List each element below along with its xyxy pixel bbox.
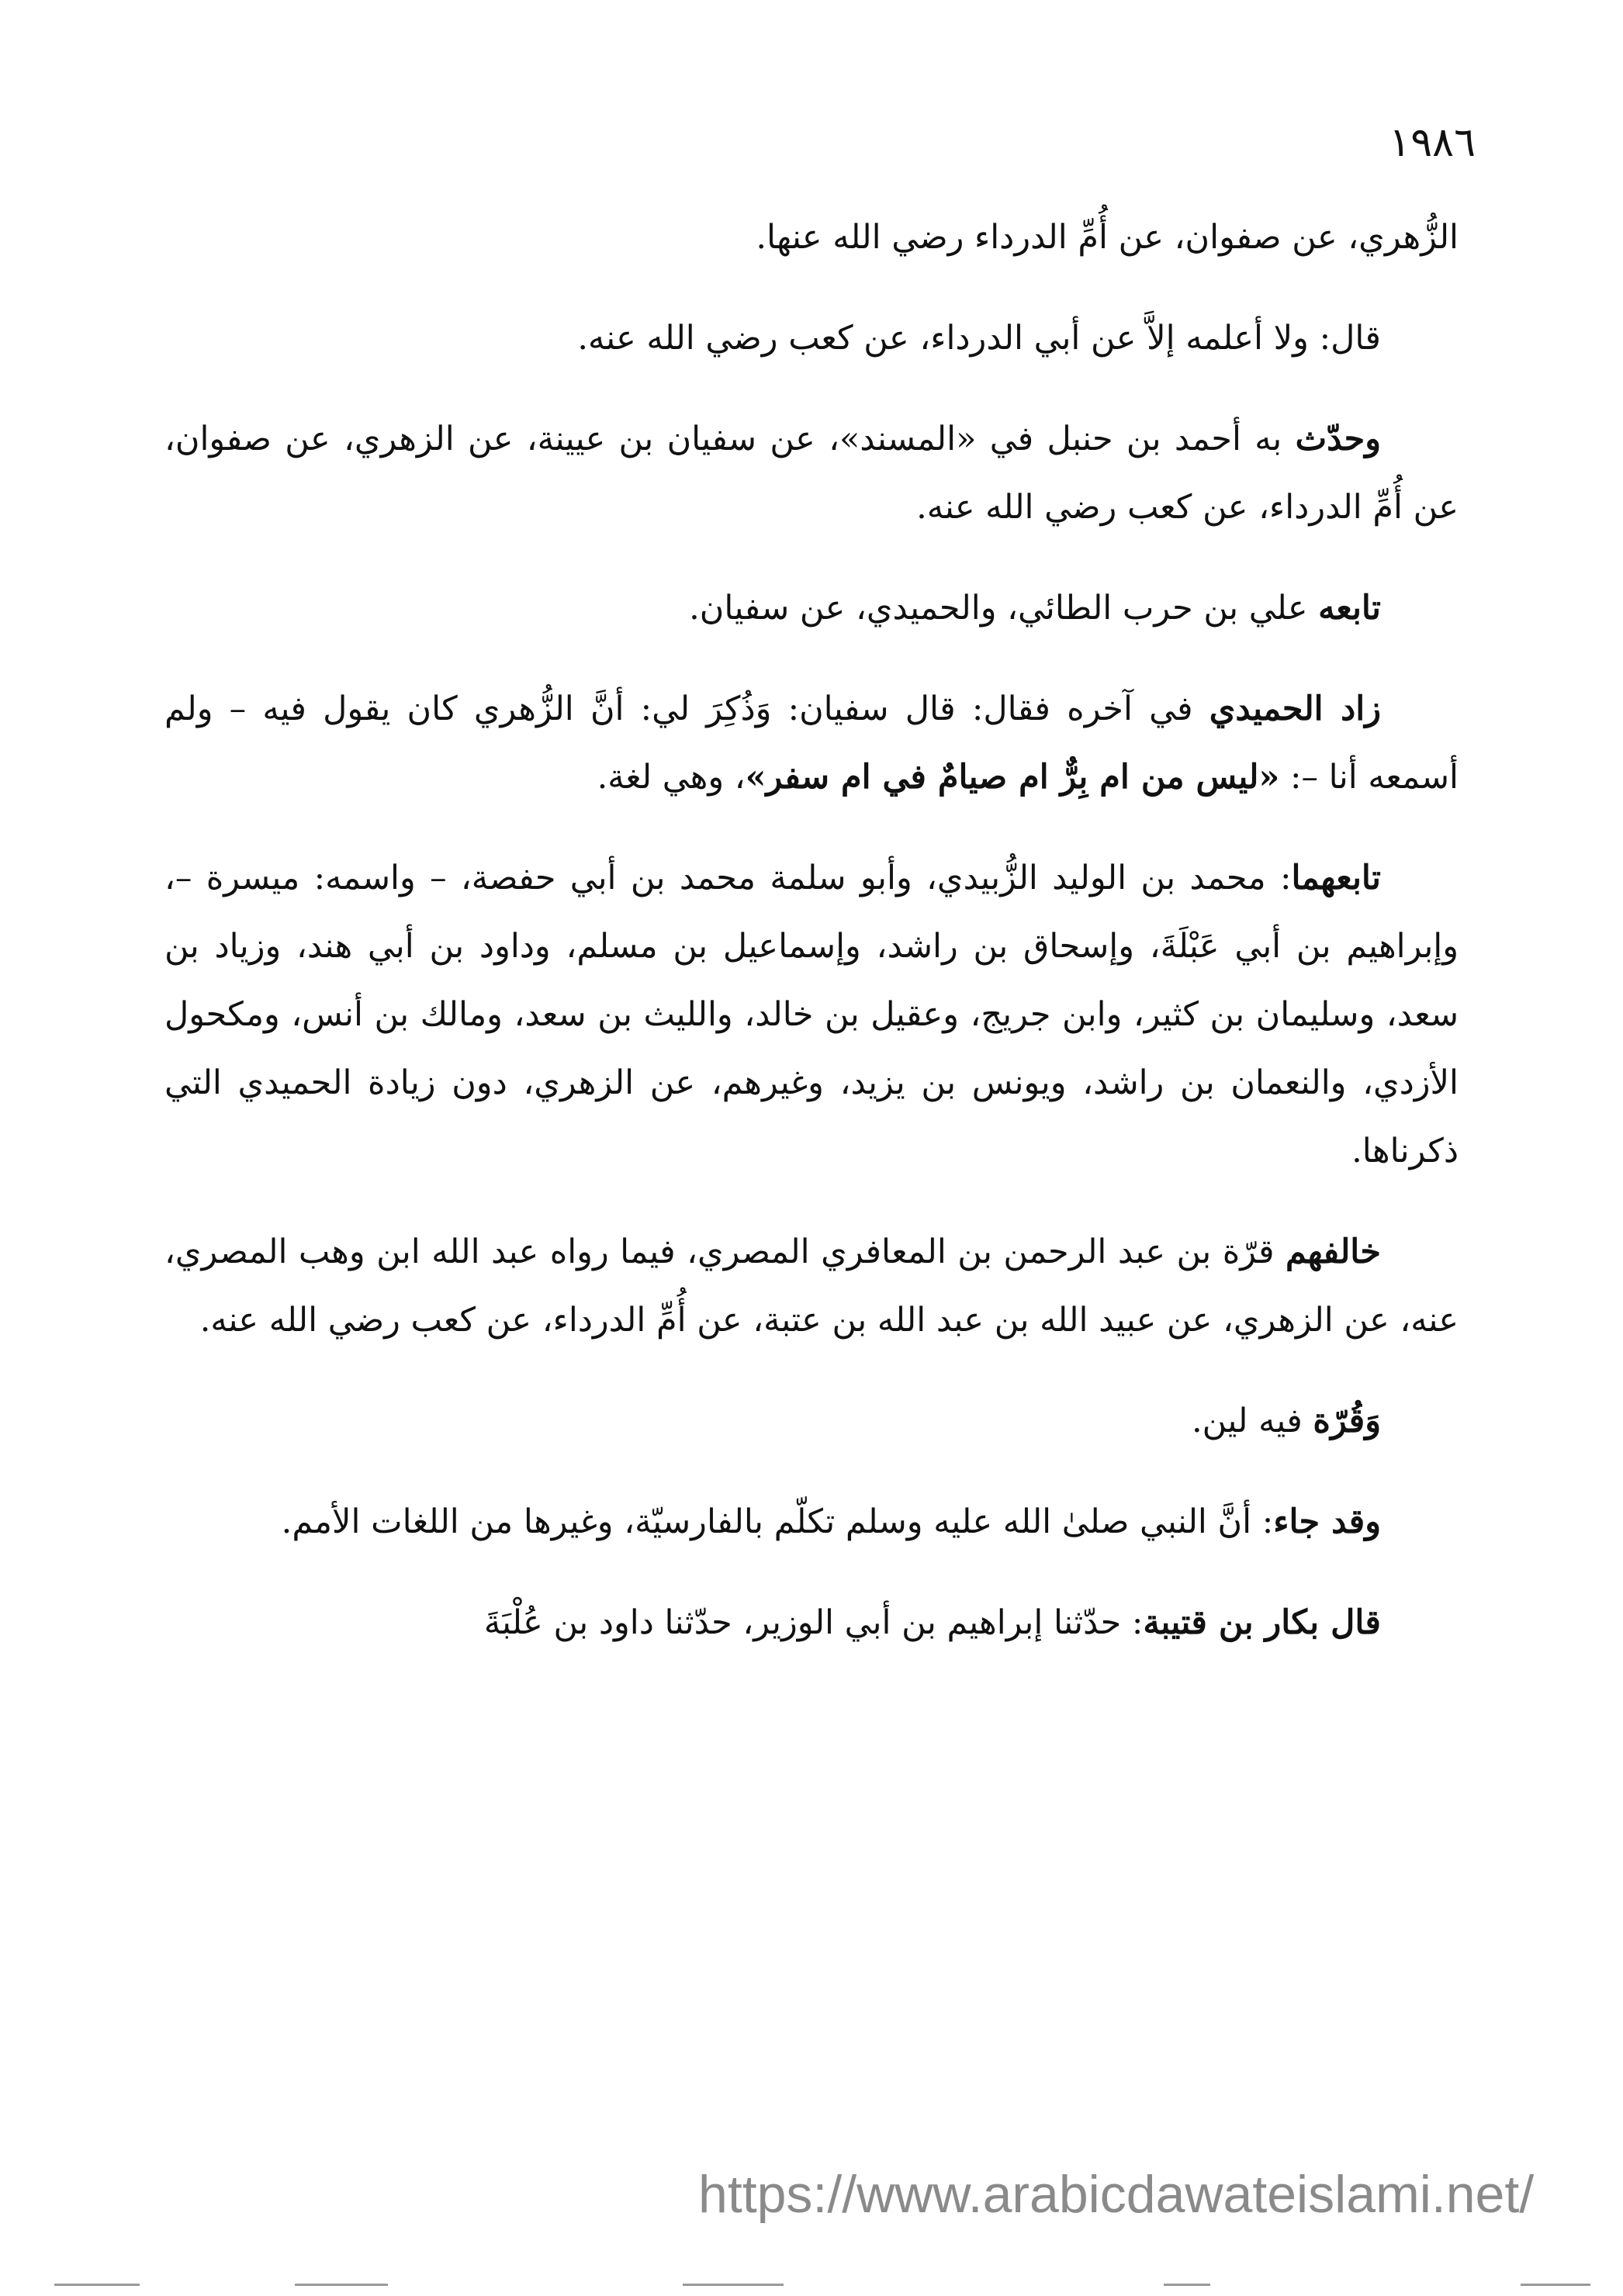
scan-footer-rule — [0, 2279, 1623, 2296]
paragraph-lead: وقد جاء — [1273, 1502, 1381, 1541]
paragraph-7 — [164, 1218, 1459, 1354]
paragraph-10 — [164, 1589, 1459, 1657]
paragraph-text: قرّة بن عبد الرحمن بن المعافري المصري، فيما رواه عبد الله ابن وهب المصري، عنه، عن الزهري، عن عبيد الله بن عبد الله بن عتبة، عن أُمِّ الدرداء، عن كعب رضي الله عنه. — [164, 1233, 1459, 1340]
paragraph-text: قال: ولا أعلمه إلاَّ عن أبي الدرداء، عن كعب رضي الله عنه. — [577, 319, 1381, 358]
paragraph-lead: وَقُرّة — [1313, 1402, 1381, 1440]
paragraph-tail: ، وهي لغة. — [597, 758, 746, 797]
watermark-url: https://www.arabicdawateislami.net/ — [698, 2165, 1535, 2224]
paragraph-lead: تابعه — [1318, 589, 1381, 628]
paragraph-2 — [164, 304, 1459, 372]
paragraph-text: الزُّهري، عن صفوان، عن أُمِّ الدرداء رضي الله عنها. — [756, 218, 1459, 257]
paragraph-4 — [164, 574, 1459, 642]
paragraph-text: : حدّثنا إبراهيم بن أبي الوزير، حدّثنا داود بن عُلْبَةَ — [483, 1603, 1144, 1642]
paragraph-8 — [164, 1387, 1459, 1455]
paragraph-text: علي بن حرب الطائي، والحميدي، عن سفيان. — [689, 589, 1319, 628]
paragraph-lead: زاد الحميدي — [1209, 690, 1381, 728]
quoted-hadith: «ليس من ام بِرٌّ ام صيامٌ في ام سفر» — [745, 758, 1280, 797]
paragraph-text: في آخره فقال: قال سفيان: وَذُكِرَ لي: أنَّ الزُّهري كان يقول فيه – ولم أسمعه أنا –: — [164, 690, 1459, 797]
paragraph-text: : أنَّ النبي صلىٰ الله عليه وسلم تكلّم بالفارسيّة، وغيرها من اللغات الأمم. — [281, 1502, 1274, 1541]
paragraph-text: به أحمد بن حنبل في «المسند»، عن سفيان بن عيينة، عن الزهري، عن صفوان، عن أُمِّ الدرداء، عن كعب رضي الله عنه. — [164, 420, 1459, 527]
paragraph-lead: خالفهم — [1286, 1233, 1381, 1271]
paragraph-lead: قال بكار بن قتيبة — [1143, 1603, 1381, 1642]
paragraph-text: فيه لين. — [1192, 1402, 1313, 1440]
paragraph-text: : محمد بن الوليد الزُّبيدي، وأبو سلمة محمد بن أبي حفصة، – واسمه: ميسرة –، وإبراهيم بن أبي عَبْلَةَ، وإسحاق بن راشد، وإسماعيل بن مسلم، وداود بن أبي هند، وزياد بن سعد، وسليمان بن كثير، وابن جريج، وعقيل بن خالد، والليث بن سعد، ومالك بن أنس، ومكحول الأزدي، والنعمان بن راشد، ويونس بن يزيد، وغيرهم، عن الزهري، دون زيادة الحميدي التي ذكرناها. — [164, 859, 1459, 1170]
paragraph-3 — [164, 405, 1459, 541]
paragraph-lead: وحدّث — [1295, 420, 1381, 458]
page-body — [164, 203, 1459, 1689]
paragraph-1 — [164, 203, 1459, 271]
paragraph-lead: تابعهما — [1291, 859, 1381, 897]
page-number: ١٩٨٦ — [1389, 119, 1476, 166]
paragraph-5 — [164, 675, 1459, 811]
paragraph-6 — [164, 844, 1459, 1185]
paragraph-9 — [164, 1488, 1459, 1556]
